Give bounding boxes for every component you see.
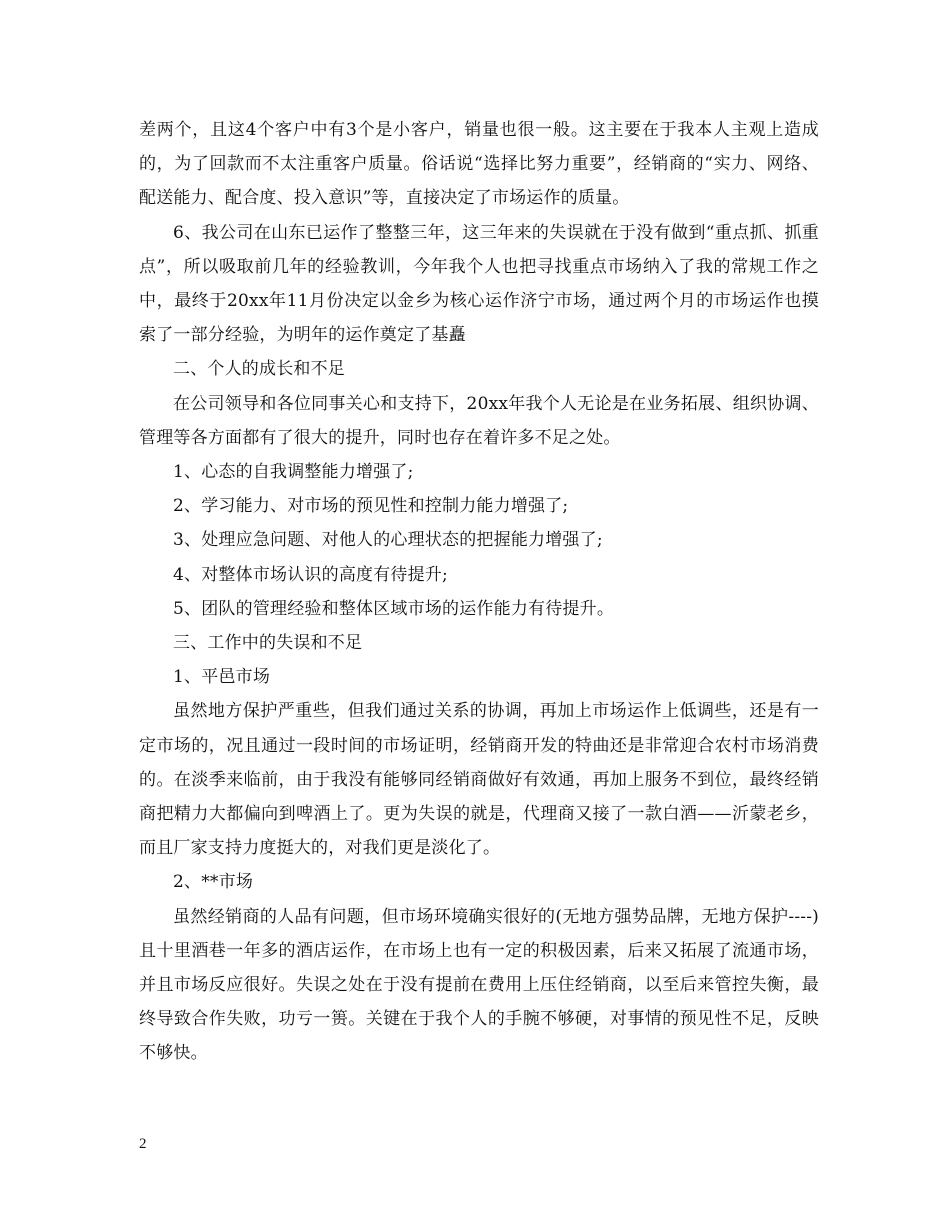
paragraph: 虽然地方保护严重些，但我们通过关系的协调，再加上市场运作上低调些，还是有一定市场的，况且通过一段时间的市场证明，经销商开发的特曲还是非常迎合农村市场消费的。在淡季来临前，由于我没有能够同经销商做好有效通，再加上服务不到位，最终经销商把精力大都偏向到啤酒上了。更为失误的就是，代理商又接了一款白酒——沂蒙老乡，而且厂家支持力度挺大的，对我们更是淡化了。 <box>139 701 819 859</box>
subsection-heading: 1、平邑市场 <box>173 667 271 688</box>
page-number: 2 <box>139 1136 147 1152</box>
list-item: 3、处理应急问题、对他人的心理状态的把握能力增强了; <box>173 530 603 551</box>
section-heading: 三、工作中的失误和不足 <box>173 633 363 654</box>
paragraph: 在公司领导和各位同事关心和支持下，20xx年我个人无论是在业务拓展、组织协调、管理等各方面都有了很大的提升，同时也存在着许多不足之处。 <box>139 393 819 448</box>
section-heading: 二、个人的成长和不足 <box>173 359 345 380</box>
document-body <box>139 113 819 1071</box>
paragraph: 虽然经销商的人品有问题，但市场环境确实很好的(无地方强势品牌，无地方保护----)且十里酒巷一年多的酒店运作，在市场上也有一定的积极因素，后来又拓展了流通市场，并且市场反应很好。失误之处在于没有提前在费用上压住经销商，以至后来管控失衡，最终导致合作失败，功亏一篑。关键在于我个人的手腕不够硬，对事情的预见性不足，反映不够快。 <box>139 906 819 1064</box>
list-item: 4、对整体市场认识的高度有待提升; <box>173 564 448 585</box>
list-item: 2、学习能力、对市场的预见性和控制力能力增强了; <box>173 496 569 517</box>
list-item: 1、心态的自我调整能力增强了; <box>173 462 414 483</box>
paragraph: 6、我公司在山东已运作了整整三年，这三年来的失误就在于没有做到“重点抓、抓重点”，所以吸取前几年的经验教训，今年我个人也把寻找重点市场纳入了我的常规工作之中，最终于20xx年11月份决定以金乡为核心运作济宁市场，通过两个月的市场运作也摸索了一部分经验，为明年的运作奠定了基矗 <box>139 222 819 346</box>
list-item: 5、团队的管理经验和整体区域市场的运作能力有待提升。 <box>173 598 615 619</box>
subsection-heading: 2、**市场 <box>173 872 254 893</box>
paragraph: 差两个，且这4个客户中有3个是小客户，销量也很一般。这主要在于我本人主观上造成的，为了回款而不太注重客户质量。俗话说“选择比努力重要”，经销商的“实力、网络、配送能力、配合度、投入意识”等，直接决定了市场运作的质量。 <box>139 120 819 209</box>
